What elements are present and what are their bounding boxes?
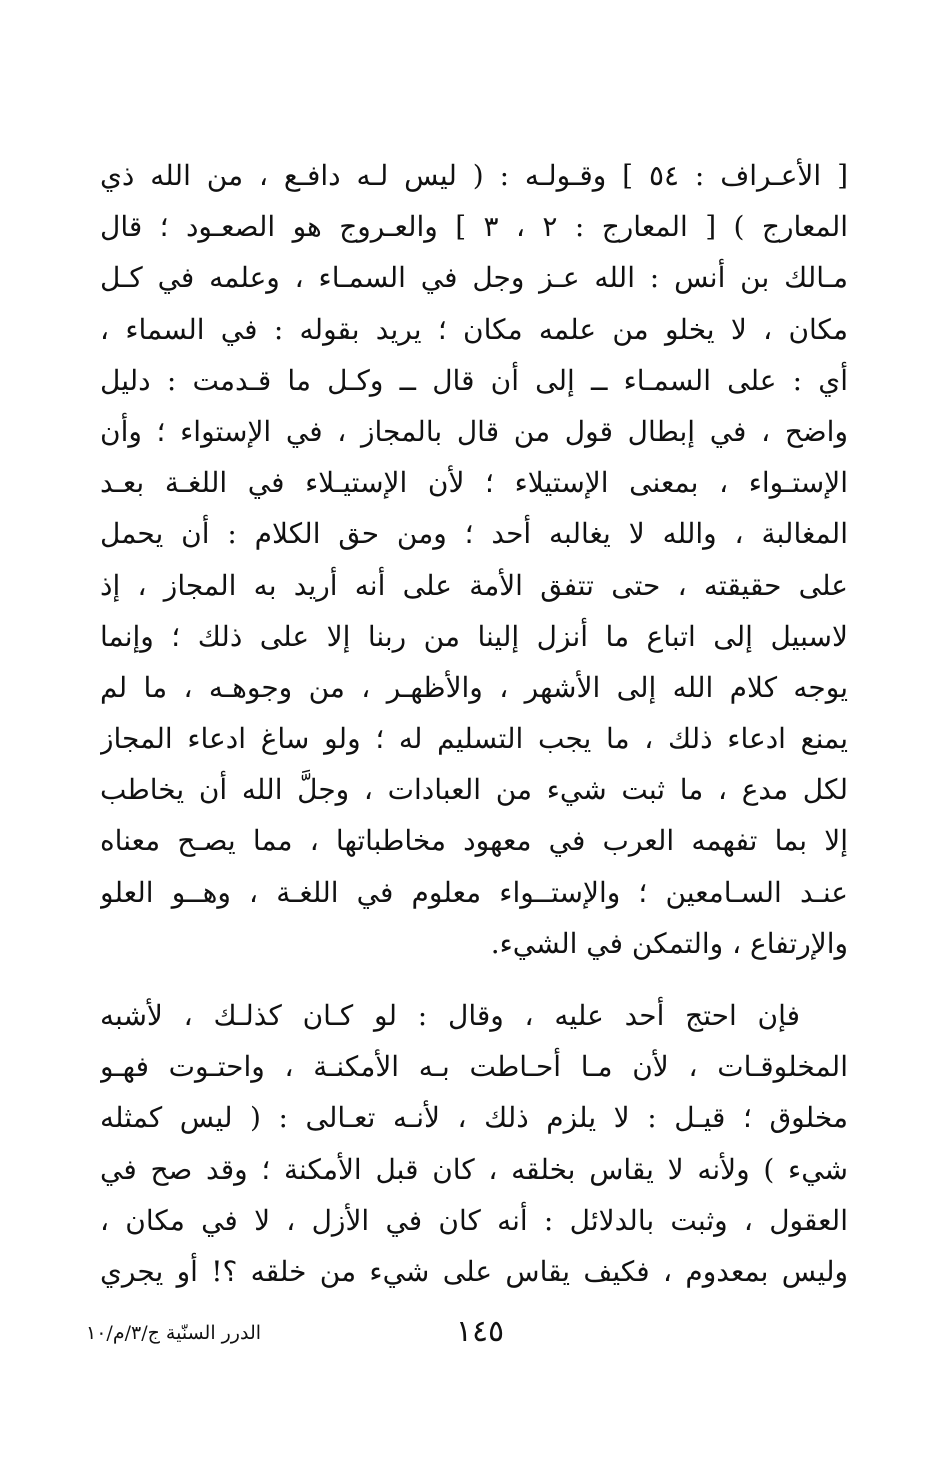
text-line: يوجه كلام الله إلى الأشهر ، والأظهـر ، من وجوهـه ، ما لم [100,670,848,704]
text-line: عنـد السـامعين ؛ والإستــواء معلوم في اللغـة ، وهــو العلو [100,875,848,909]
text-line: على حقيقته ، حتى تتفق الأمة على أنه أريد به المجاز ، إذ [100,568,848,602]
text-line: المخلوقـات ، لأن مـا أحـاطت بـه الأمكنـة ، واحتـوت فهـو [100,1050,848,1084]
text-line: [ الأعـراف : ٥٤ ] وقـولـه : ( ليس لـه دافـع ، من الله ذي [100,159,848,192]
text-line: شيء ) ولأنه لا يقاس بخلقه ، كان قبل الأمكنة ؛ وقد صح في [100,1152,848,1186]
text-line: لاسبيل إلى اتباع ما أنزل إلينا من ربنا إلا على ذلك ؛ وإنما [100,619,848,653]
text-line: لكل مدع ، ما ثبت شيء من العبادات ، وجلَّ الله أن يخاطب [100,773,848,807]
text-line: أي : على السمـاء ــ إلى أن قال ــ وكـل ما قـدمت : دليل [100,363,848,397]
text-line: يمنع ادعاء ذلك ، ما يجب التسليم له ؛ ولو ساغ ادعاء المجاز [100,722,848,756]
text-line: الإستـواء ، بمعنى الإستيلاء ؛ لأن الإستيـلاء في اللغـة بعـد [100,466,848,500]
paragraph-2 [100,990,848,1297]
text-line: وليس بمعدوم ، فكيف يقاس على شيء من خلقه ؟! أو يجري [100,1254,848,1288]
page-number: ١٤٥ [455,1314,505,1349]
text-line: المعارج ) [ المعارج : ٢ ، ٣ ] والعـروج هو الصعـود ؛ قال [100,210,848,244]
running-footer: الدرر السنّية ج/٣/م/١٠ [86,1322,262,1344]
text-line: مخلوق ؛ قيـل : لا يلزم ذلك ، لأنـه تعـالى : ( ليس كمثله [100,1101,848,1135]
text-line: مـالك بن أنس : الله عـز وجل في السمـاء ، وعلمه في كـل [100,261,848,295]
text-line: والإرتفاع ، والتمكن في الشيء. [490,926,848,960]
text-line: فإن احتج أحد عليه ، وقال : لو كـان كذلـك ، لأشبه [100,999,800,1032]
paragraph-1 [100,150,848,969]
text-line: المغالبة ، والله لا يغالبه أحد ؛ ومن حق الكلام : أن يحمل [100,517,848,551]
text-line: مكان ، لا يخلو من علمه مكان ؛ يريد بقوله : في السماء ، [100,312,848,346]
text-line: واضح ، في إبطال قول من قال بالمجاز ، في الإستواء ؛ وأن [100,414,848,448]
text-line: العقول ، وثبت بالدلائل : أنه كان في الأزل ، لا في مكان ، [100,1203,848,1237]
text-line: إلا بما تفهمه العرب في معهود مخاطباتها ، مما يصـح معناه [100,824,848,858]
